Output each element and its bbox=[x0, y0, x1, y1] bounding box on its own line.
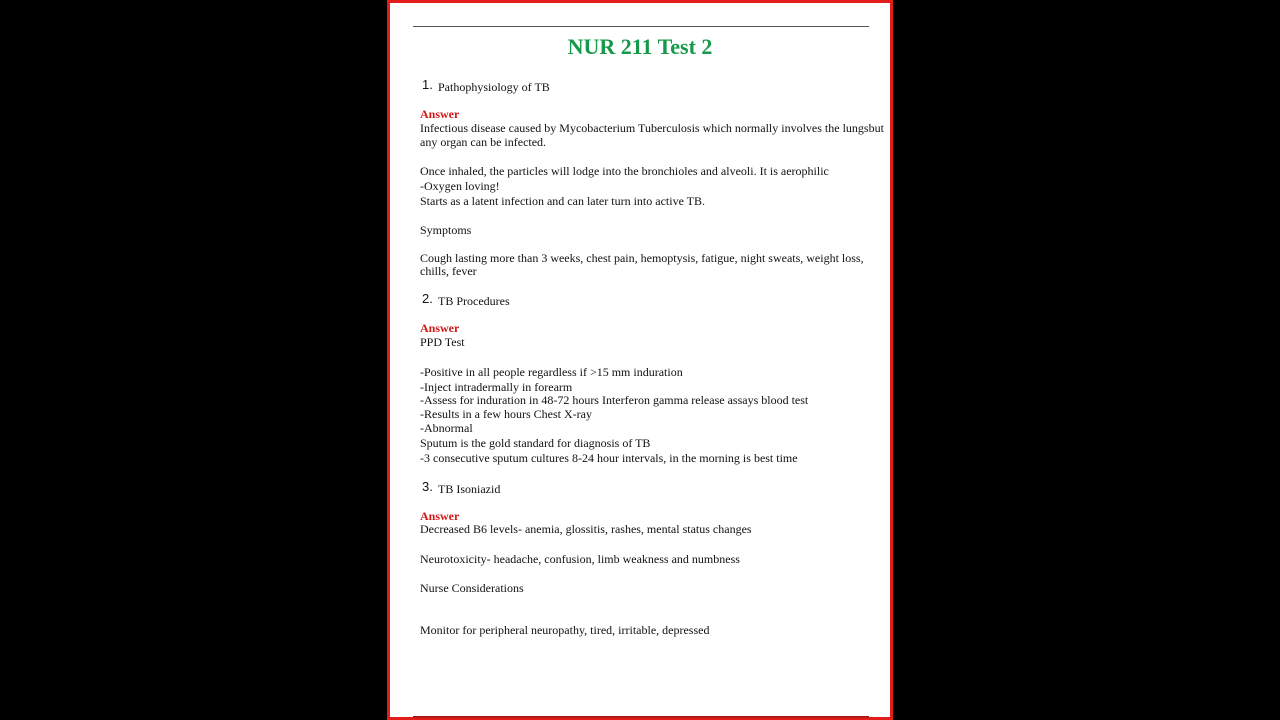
question-number: 2. bbox=[422, 291, 433, 306]
answer-text: any organ can be infected. bbox=[420, 135, 547, 149]
answer-text: -Oxygen loving! bbox=[420, 179, 500, 193]
answer-text: Once inhaled, the particles will lodge into the bronchioles and alveoli. It is aerophilic bbox=[420, 164, 829, 178]
answer-text: Symptoms bbox=[420, 223, 472, 237]
answer-text: Infectious disease caused by Mycobacterium Tuberculosis which normally involves the lungsbut bbox=[420, 121, 884, 135]
answer-text: PPD Test bbox=[420, 335, 465, 349]
answer-text: -Positive in all people regardless if >15 mm induration bbox=[420, 365, 683, 379]
answer-label: Answer bbox=[420, 321, 460, 335]
question-number: 3. bbox=[422, 479, 433, 494]
document-title: NUR 211 Test 2 bbox=[567, 34, 713, 59]
question-number: 1. bbox=[422, 77, 433, 92]
document-page bbox=[387, 0, 893, 720]
answer-label: Answer bbox=[420, 107, 460, 121]
answer-text: Monitor for peripheral neuropathy, tired, irritable, depressed bbox=[420, 623, 710, 637]
answer-text: -Inject intradermally in forearm bbox=[420, 380, 573, 394]
question-heading: TB Isoniazid bbox=[438, 482, 501, 496]
answer-text: -3 consecutive sputum cultures 8-24 hour intervals, in the morning is best time bbox=[420, 451, 798, 465]
answer-text: -Assess for induration in 48-72 hours Interferon gamma release assays blood test bbox=[420, 393, 809, 407]
answer-text: Neurotoxicity- headache, confusion, limb weakness and numbness bbox=[420, 552, 740, 566]
answer-text: Cough lasting more than 3 weeks, chest pain, hemoptysis, fatigue, night sweats, weight loss, bbox=[420, 251, 864, 265]
answer-text: chills, fever bbox=[420, 264, 477, 278]
answer-label: Answer bbox=[420, 509, 460, 523]
answer-text: -Results in a few hours Chest X-ray bbox=[420, 407, 592, 421]
answer-text: Nurse Considerations bbox=[420, 581, 524, 595]
question-heading: TB Procedures bbox=[438, 294, 510, 308]
top-rule bbox=[413, 26, 869, 27]
answer-text: Decreased B6 levels- anemia, glossitis, rashes, mental status changes bbox=[420, 522, 752, 536]
answer-text: Starts as a latent infection and can later turn into active TB. bbox=[420, 194, 706, 208]
answer-text: -Abnormal bbox=[420, 421, 473, 435]
answer-text: Sputum is the gold standard for diagnosis of TB bbox=[420, 436, 651, 450]
question-heading: Pathophysiology of TB bbox=[438, 80, 550, 94]
bottom-rule bbox=[413, 716, 869, 718]
